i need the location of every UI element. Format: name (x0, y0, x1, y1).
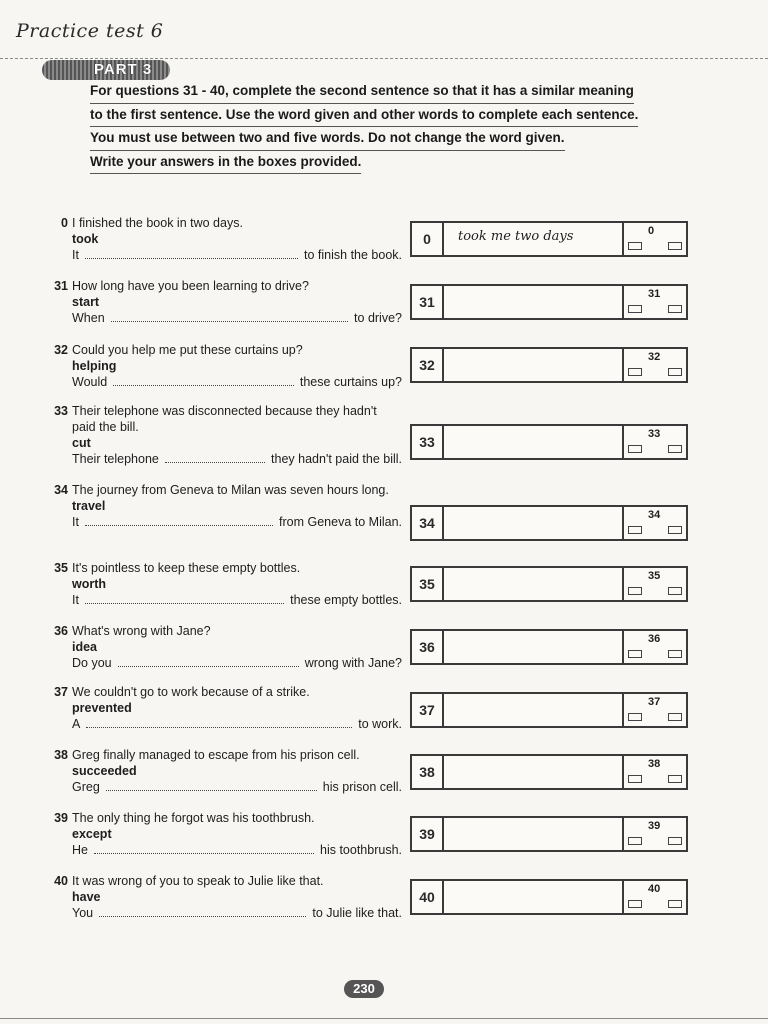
mark-checkbox[interactable] (668, 242, 682, 250)
instruction-line: For questions 31 - 40, complete the second sentence so that it has a similar meaning (90, 80, 634, 104)
mark-checkbox[interactable] (628, 650, 642, 658)
sentence-prefix: Greg (72, 780, 100, 794)
answer-box[interactable] (410, 754, 688, 790)
dotted-gap (118, 666, 299, 667)
answer-box-number: 36 (412, 631, 444, 663)
mark-checkbox[interactable] (668, 368, 682, 376)
key-word: prevented (72, 701, 132, 715)
key-word: took (72, 232, 99, 246)
question-number: 39 (54, 811, 68, 825)
marking-number: 39 (648, 820, 661, 832)
sentence-suffix: to finish the book. (304, 248, 402, 262)
question-body (72, 215, 402, 263)
question-sentence: We couldn't go to work because of a strike. (72, 685, 310, 699)
mark-checkbox[interactable] (628, 713, 642, 721)
question-number: 32 (54, 343, 68, 357)
marking-number: 0 (648, 225, 655, 237)
key-word: have (72, 890, 101, 904)
question-sentence: Could you help me put these curtains up? (72, 343, 303, 357)
marking-number: 36 (648, 633, 661, 645)
completion-line (72, 374, 402, 390)
marking-area (622, 223, 686, 255)
dotted-gap (111, 321, 348, 322)
question-body (72, 278, 402, 326)
sentence-prefix: Their telephone (72, 452, 159, 466)
mark-checkbox[interactable] (628, 526, 642, 534)
sentence-suffix: wrong with Jane? (304, 656, 402, 670)
dotted-gap (85, 603, 284, 604)
mark-checkbox[interactable] (628, 242, 642, 250)
answer-box[interactable] (410, 347, 688, 383)
sentence-suffix: to drive? (354, 311, 402, 325)
question-body (72, 342, 402, 390)
question-number: 33 (54, 404, 68, 418)
marking-area (622, 349, 686, 381)
question-body (72, 747, 402, 795)
answer-box[interactable] (410, 505, 688, 541)
answer-box-number: 33 (412, 426, 444, 458)
sentence-prefix: A (72, 717, 81, 731)
answer-box-number: 34 (412, 507, 444, 539)
mark-checkbox[interactable] (668, 587, 682, 595)
completion-line (72, 842, 402, 858)
question-sentence: The only thing he forgot was his toothbrush. (72, 811, 315, 825)
mark-checkbox[interactable] (668, 900, 682, 908)
answer-box-number: 39 (412, 818, 444, 850)
question-number: 34 (54, 483, 68, 497)
marking-number: 38 (648, 758, 661, 770)
marking-area (622, 756, 686, 788)
marking-number: 40 (648, 883, 661, 895)
sentence-suffix: from Geneva to Milan. (279, 515, 402, 529)
completion-line (72, 905, 402, 921)
mark-checkbox[interactable] (668, 650, 682, 658)
key-word: start (72, 295, 100, 309)
question-sentence: I finished the book in two days. (72, 216, 243, 230)
instruction-line: You must use between two and five words. Do not change the word given. (90, 127, 565, 151)
marking-area (622, 631, 686, 663)
dotted-gap (85, 525, 273, 526)
sentence-suffix: his toothbrush. (320, 843, 402, 857)
answer-box-number: 35 (412, 568, 444, 600)
completion-line (72, 247, 402, 263)
answer-text[interactable] (458, 507, 618, 539)
answer-box-number: 38 (412, 756, 444, 788)
mark-checkbox[interactable] (668, 305, 682, 313)
sentence-prefix: Do you (72, 656, 112, 670)
question-body (72, 403, 402, 467)
sentence-suffix: his prison cell. (322, 780, 402, 794)
dotted-gap (106, 790, 317, 791)
part-badge (42, 60, 170, 80)
completion-line (72, 779, 402, 795)
key-word: except (72, 827, 112, 841)
sentence-prefix: It (72, 515, 79, 529)
answer-box-number: 31 (412, 286, 444, 318)
mark-checkbox[interactable] (628, 775, 642, 783)
question-sentence: It was wrong of you to speak to Julie like that. (72, 874, 324, 888)
key-word: helping (72, 359, 117, 373)
question-sentence: The journey from Geneva to Milan was seven hours long. (72, 483, 389, 497)
answer-text[interactable] (458, 631, 618, 663)
answer-text[interactable] (458, 349, 618, 381)
answer-text[interactable] (458, 426, 618, 458)
completion-line (72, 310, 402, 326)
instructions (90, 80, 680, 174)
answer-text[interactable] (458, 694, 618, 726)
answer-text[interactable] (458, 568, 618, 600)
dotted-gap (85, 258, 298, 259)
question-body (72, 810, 402, 858)
sentence-prefix: When (72, 311, 105, 325)
marking-area (622, 881, 686, 913)
key-word: cut (72, 436, 91, 450)
answer-box[interactable] (410, 424, 688, 460)
question-body (72, 482, 402, 530)
answer-box[interactable] (410, 692, 688, 728)
mark-checkbox[interactable] (668, 445, 682, 453)
key-word: worth (72, 577, 107, 591)
question-body (72, 623, 402, 671)
question-number: 38 (54, 748, 68, 762)
sentence-prefix: He (72, 843, 88, 857)
answer-box[interactable] (410, 284, 688, 320)
marking-number: 37 (648, 696, 661, 708)
part-label: PART 3 (94, 61, 153, 78)
sentence-suffix: to work. (358, 717, 402, 731)
dotted-gap (165, 462, 265, 463)
answer-box[interactable] (410, 221, 688, 257)
mark-checkbox[interactable] (628, 900, 642, 908)
answer-box[interactable] (410, 566, 688, 602)
answer-text[interactable] (458, 286, 618, 318)
marking-area (622, 426, 686, 458)
answer-box-number: 40 (412, 881, 444, 913)
answer-box[interactable] (410, 879, 688, 915)
mark-checkbox[interactable] (668, 526, 682, 534)
question-sentence: What's wrong with Jane? (72, 624, 211, 638)
title-divider (0, 58, 768, 59)
question-sentence: Their telephone was disconnected because they hadn't paid the bill. (72, 404, 377, 434)
marking-area (622, 694, 686, 726)
mark-checkbox[interactable] (668, 713, 682, 721)
mark-checkbox[interactable] (628, 837, 642, 845)
sentence-prefix: Would (72, 375, 108, 389)
key-word: idea (72, 640, 98, 654)
marking-number: 31 (648, 288, 661, 300)
marking-number: 32 (648, 351, 661, 363)
mark-checkbox[interactable] (668, 775, 682, 783)
key-word: succeeded (72, 764, 137, 778)
marking-area (622, 568, 686, 600)
marking-area (622, 818, 686, 850)
question-body (72, 684, 402, 732)
answer-box-number: 37 (412, 694, 444, 726)
instruction-line: Write your answers in the boxes provided. (90, 151, 361, 175)
answer-text[interactable] (458, 756, 618, 788)
answer-box-number: 0 (412, 223, 444, 255)
dotted-gap (94, 853, 314, 854)
mark-checkbox[interactable] (628, 368, 642, 376)
marking-area (622, 507, 686, 539)
sentence-prefix: You (72, 906, 94, 920)
sentence-suffix: these curtains up? (299, 375, 402, 389)
question-number: 35 (54, 561, 68, 575)
mark-checkbox[interactable] (628, 587, 642, 595)
question-number: 40 (54, 874, 68, 888)
sentence-suffix: they hadn't paid the bill. (271, 452, 402, 466)
key-word: travel (72, 499, 106, 513)
answer-text[interactable]: took me two days (458, 229, 574, 244)
mark-checkbox[interactable] (628, 445, 642, 453)
marking-number: 35 (648, 570, 661, 582)
answer-text[interactable] (458, 818, 618, 850)
question-sentence: How long have you been learning to drive? (72, 279, 309, 293)
dotted-gap (113, 385, 294, 386)
mark-checkbox[interactable] (668, 837, 682, 845)
question-body (72, 560, 402, 608)
sentence-prefix: It (72, 248, 79, 262)
completion-line (72, 451, 402, 467)
instruction-line: to the first sentence. Use the word given and other words to complete each sentence. (90, 104, 638, 128)
completion-line (72, 514, 402, 530)
bottom-divider (0, 1018, 768, 1019)
question-number: 36 (54, 624, 68, 638)
completion-line (72, 592, 402, 608)
sentence-suffix: to Julie like that. (312, 906, 402, 920)
completion-line (72, 716, 402, 732)
answer-box-number: 32 (412, 349, 444, 381)
dotted-gap (99, 916, 306, 917)
dotted-gap (86, 727, 352, 728)
question-number: 0 (61, 216, 68, 230)
completion-line (72, 655, 402, 671)
answer-box[interactable] (410, 816, 688, 852)
marking-number: 34 (648, 509, 661, 521)
answer-text[interactable] (458, 881, 618, 913)
sentence-prefix: It (72, 593, 79, 607)
page-title: Practice test 6 (16, 20, 164, 42)
question-body (72, 873, 402, 921)
question-number: 37 (54, 685, 68, 699)
sentence-suffix: these empty bottles. (290, 593, 402, 607)
mark-checkbox[interactable] (628, 305, 642, 313)
question-sentence: Greg finally managed to escape from his prison cell. (72, 748, 360, 762)
question-sentence: It's pointless to keep these empty bottles. (72, 561, 301, 575)
answer-box[interactable] (410, 629, 688, 665)
marking-area (622, 286, 686, 318)
question-number: 31 (54, 279, 68, 293)
marking-number: 33 (648, 428, 661, 440)
page-number: 230 (344, 980, 384, 998)
